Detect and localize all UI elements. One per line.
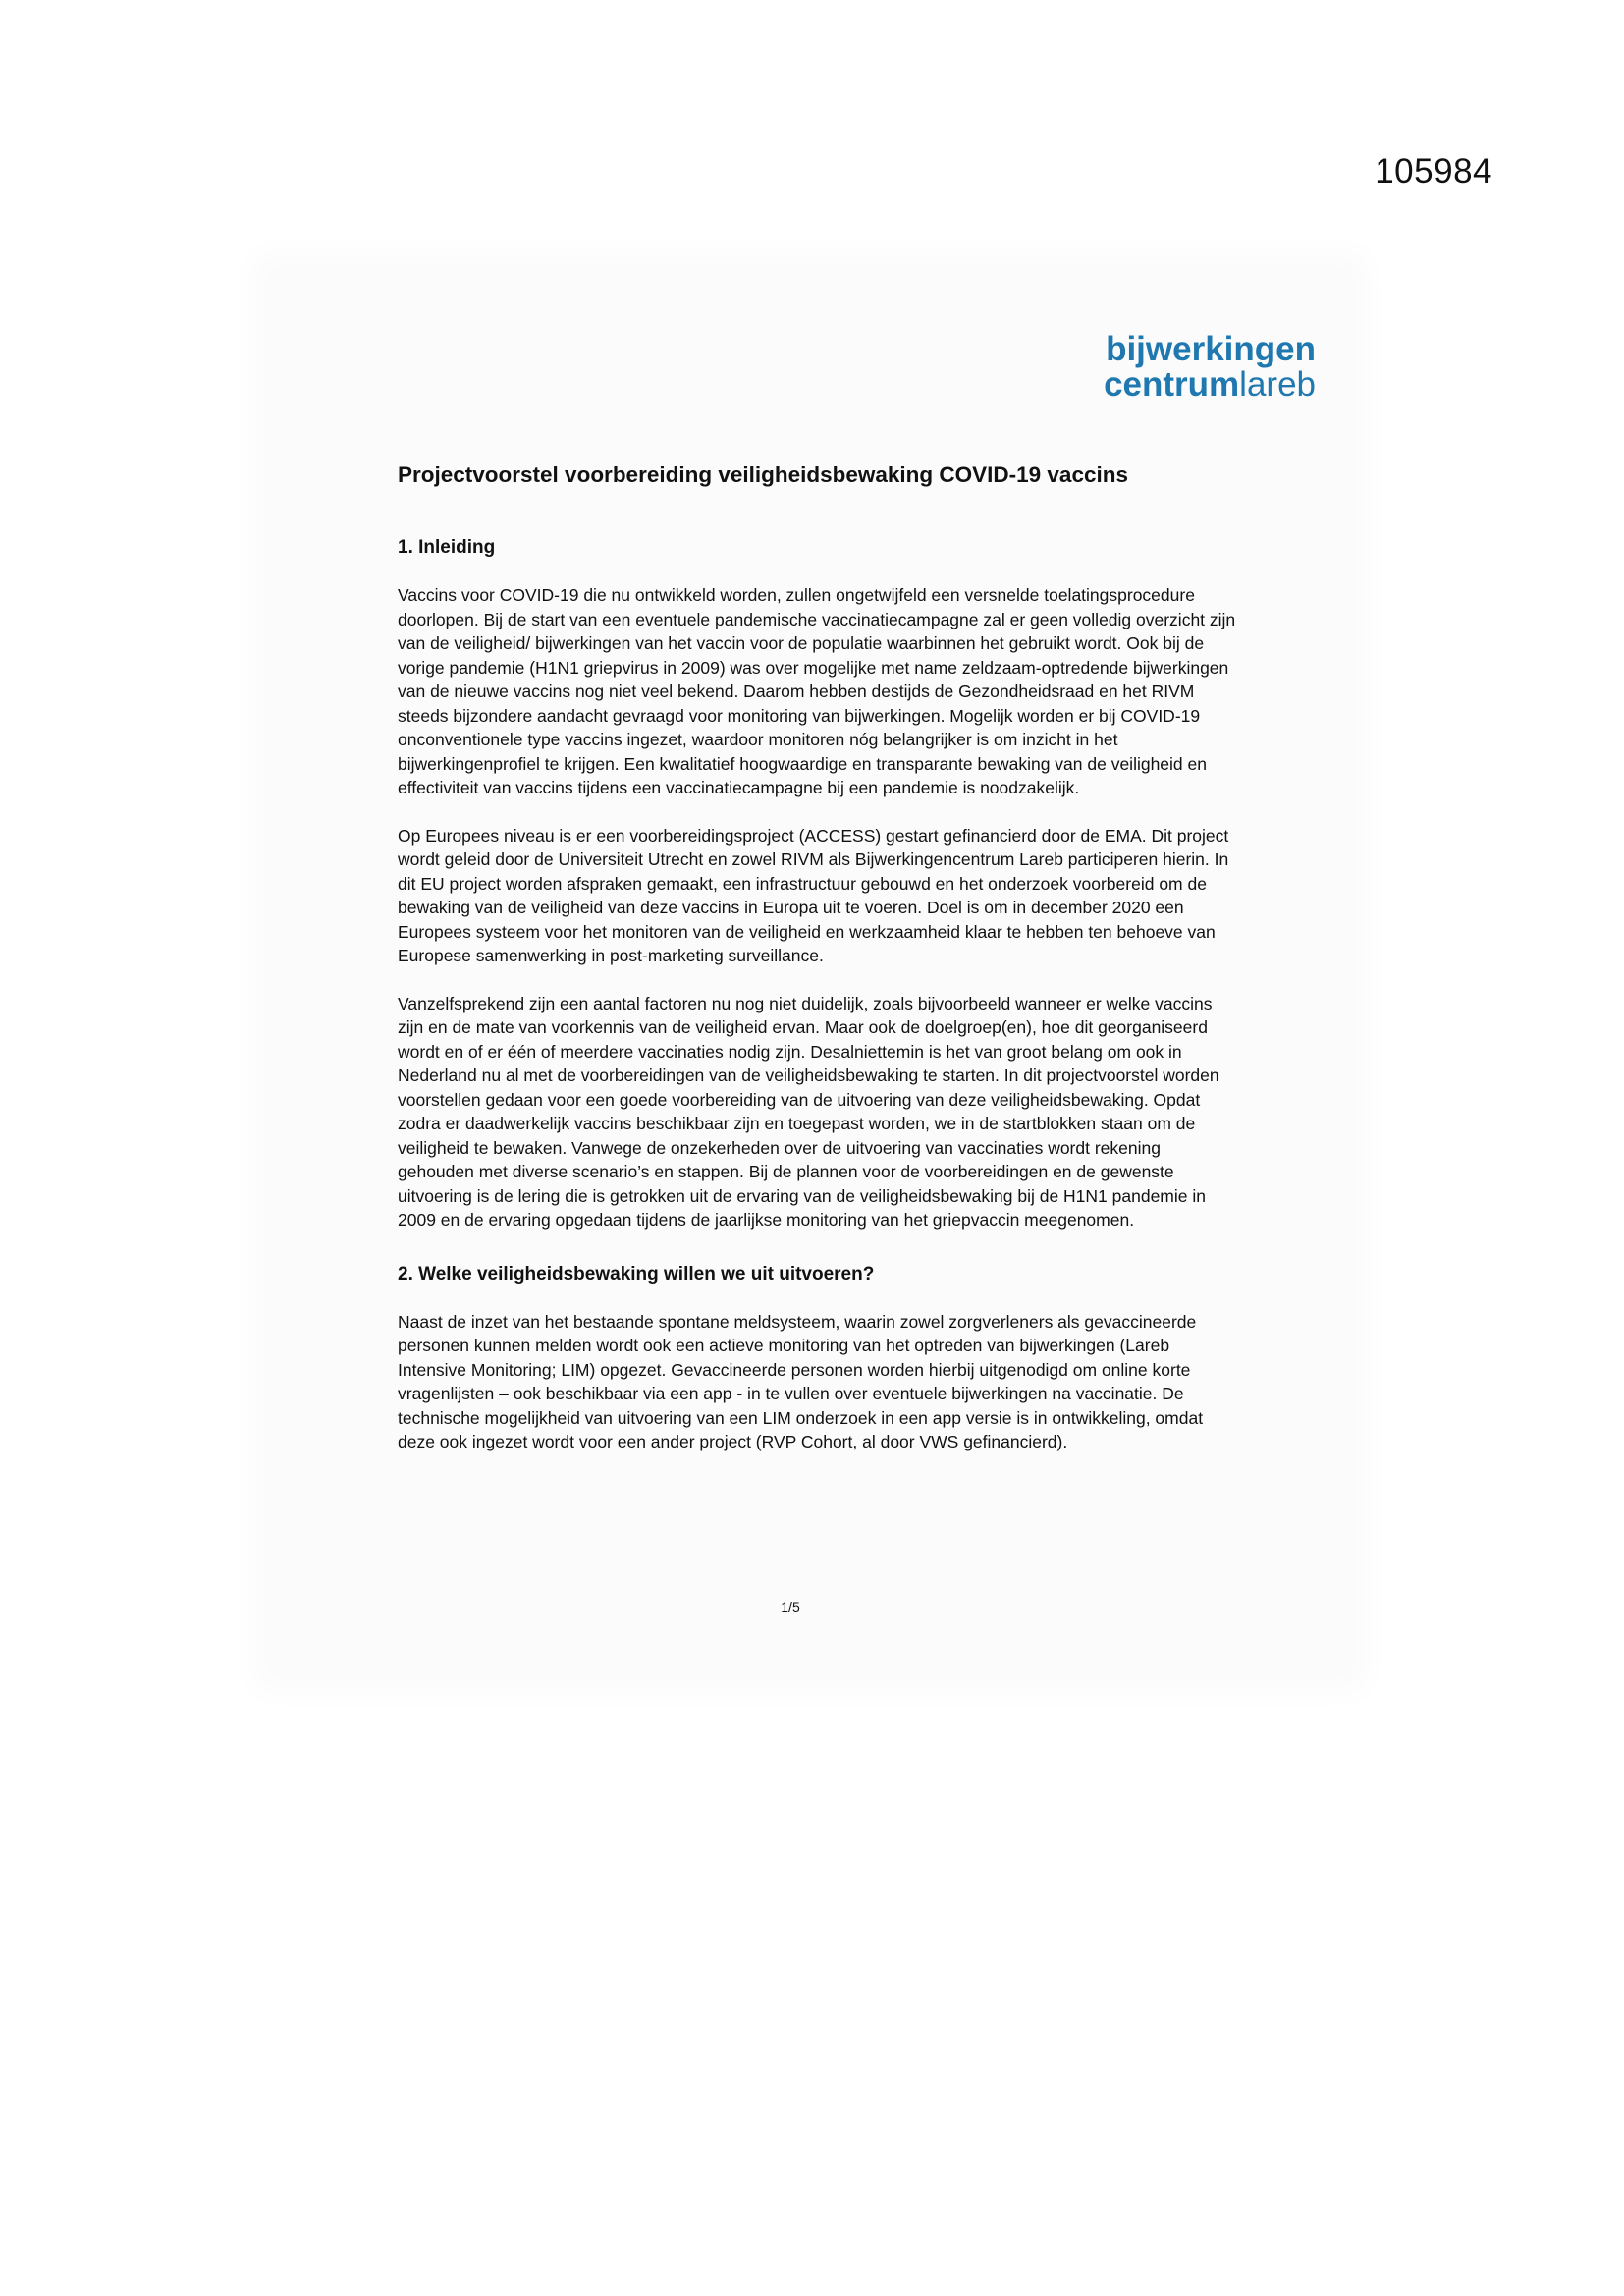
section-heading-2: 2. Welke veiligheidsbewaking willen we uit uitvoeren? — [398, 1263, 875, 1285]
paragraph-1-1: Vaccins voor COVID-19 die nu ontwikkeld worden, zullen ongetwijfeld een versnelde toelatingsprocedure doorlopen. Bij de start van een eventuele pandemische vaccinatiecampagne zal er geen volledig overzicht zijn van de veiligheid/ bijwerkingen van het vaccin voor de populatie waarbinnen het gebruikt wordt. Ook bij de vorige pandemie (H1N1 griepvirus in 2009) was over mogelijke met name zeldzaam-optredende bijwerkingen van de nieuwe vaccins nog niet veel bekend. Daarom hebben destijds de Gezondheidsraad en het RIVM steeds bijzondere aandacht gevraagd voor monitoring van bijwerkingen. Mogelijk worden er bij COVID-19 onconventionele type vaccins ingezet, waardoor monitoren nóg belangrijker is om inzicht in het bijwerkingenprofiel te krijgen. Een kwalitatief hoogwaardige en transparante bewaking van de veiligheid en effectiviteit van vaccins tijdens een vaccinatiecampagne bij een pandemie is noodzakelijk. — [398, 585, 1236, 797]
document-body — [398, 462, 1237, 1478]
page-number: 1/5 — [781, 1599, 800, 1614]
paragraph-1-3: Vanzelfsprekend zijn een aantal factoren nu nog niet duidelijk, zoals bijvoorbeeld wanneer er welke vaccins zijn en de mate van voorkennis van de veiligheid ervan. Maar ook de doelgroep(en), hoe dit georganiseerd wordt en of er één of meerdere vaccinaties nodig zijn. Desalniettemin is het van groot belang om ook in Nederland nu al met de voorbereidingen van de veiligheidsbewaking te starten. In dit projectvoorstel worden voorstellen gedaan voor een goede voorbereiding van de uitvoering van deze veiligheidsbewaking. Opdat zodra er daadwerkelijk vaccins beschikbaar zijn en toegepast worden, we in de startblokken staan om de veiligheid te bewaken. Vanwege de onzekerheden over de uitvoering van vaccinaties wordt rekening gehouden met diverse scenario’s en stappen. Bij de plannen voor de voorbereidingen en de gewenste uitvoering is de lering die is getrokken uit de ervaring van de veiligheidsbewaking bij de H1N1 pandemie in 2009 en de ervaring opgedaan tijdens de jaarlijkse monitoring van het griepvaccin meegenomen. — [398, 993, 1219, 1230]
section-heading-1: 1. Inleiding — [398, 537, 496, 558]
logo-line-2-bold: centrum — [1104, 365, 1240, 404]
logo-line-1: bijwerkingen — [1106, 330, 1316, 368]
paragraph-1-2: Op Europees niveau is er een voorbereidingsproject (ACCESS) gestart gefinancierd door de EMA. Dit project wordt geleid door de Universiteit Utrecht en zowel RIVM als Bijwerkingencentrum Lareb participeren hierin. In dit EU project worden afspraken gemaakt, een infrastructuur gebouwd en het onderzoek voorbereid om de bewaking van de veiligheid van deze vaccins in Europa uit te voeren. Doel is om in december 2020 een Europees systeem voor het monitoren van de veiligheid en werkzaamheid klaar te hebben ten behoeve van Europese samenwerking in post-marketing surveillance. — [398, 825, 1229, 965]
paragraph-2-1: Naast de inzet van het bestaande spontane meldsysteem, waarin zowel zorgverleners als gevaccineerde personen kunnen melden wordt ook een actieve monitoring van het optreden van bijwerkingen (Lareb Intensive Monitoring; LIM) opgezet. Gevaccineerde personen worden hierbij uitgenodigd om online korte vragenlijsten – ook beschikbaar via een app - in te vullen over eventuele bijwerkingen na vaccinatie. De technische mogelijkheid van uitvoering van een LIM onderzoek in een app versie is in ontwikkeling, omdat deze ook ingezet wordt voor een ander project (RVP Cohort, al door VWS gefinancierd). — [398, 1311, 1204, 1451]
document-id: 105984 — [1375, 152, 1492, 191]
lareb-logo — [1041, 332, 1316, 403]
document-title: Projectvoorstel voorbereiding veiligheidsbewaking COVID-19 vaccins — [398, 463, 1128, 487]
logo-line-2-light: lareb — [1239, 365, 1316, 404]
